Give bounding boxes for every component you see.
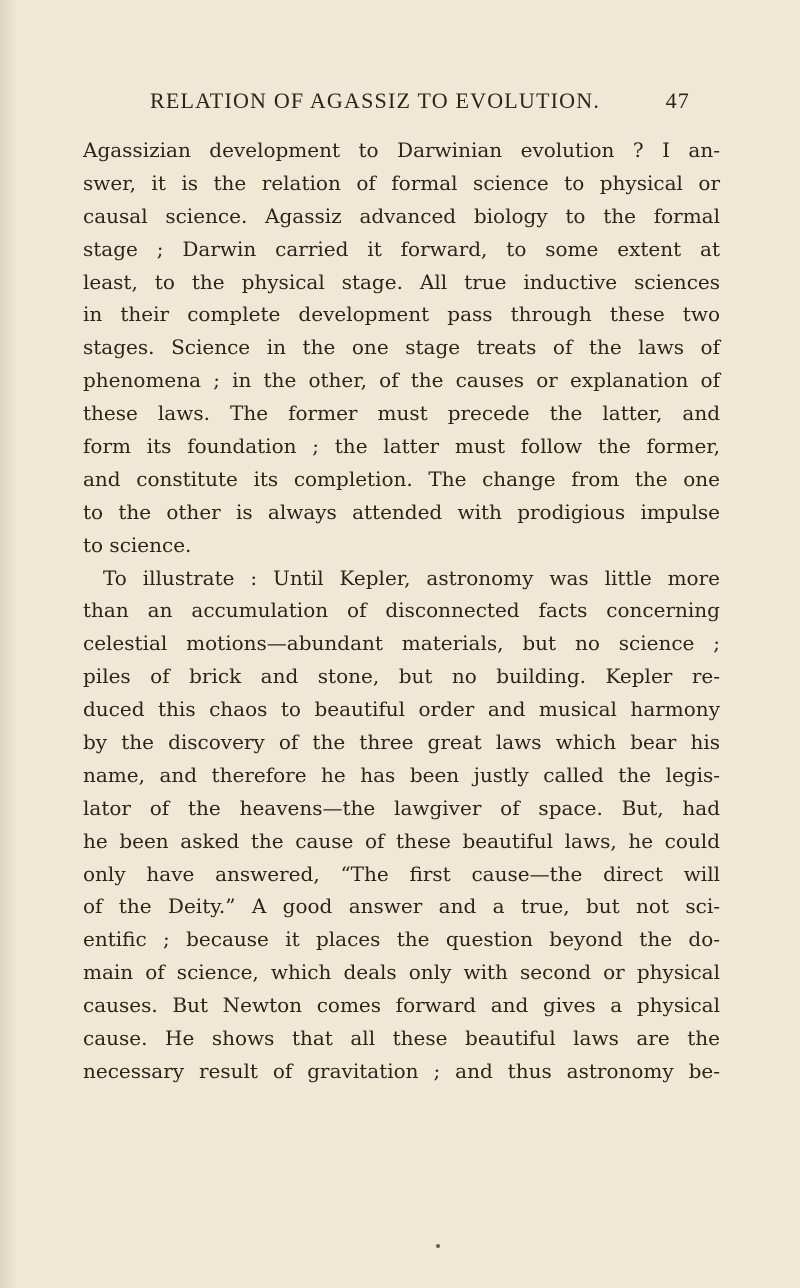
text-line: he been asked the cause of these beautiful laws, he could	[83, 828, 720, 853]
text-line: cause. He shows that all these beautiful laws are the	[83, 1026, 720, 1051]
text-line: stages. Science in the one stage treats of the laws of	[83, 335, 720, 360]
text-line: to science.	[83, 532, 192, 557]
text-line: Agassizian development to Darwinian evolution ? I an-	[83, 138, 720, 162]
text-line: than an accumulation of disconnected facts concerning	[83, 598, 720, 623]
page-edge-shadow	[0, 0, 16, 1288]
text-line: necessary result of gravitation ; and thus astronomy be-	[83, 1058, 720, 1083]
text-line: causal science. Agassiz advanced biology to the formal	[83, 203, 720, 228]
body-text	[83, 134, 720, 1088]
text-line: main of science, which deals only with second or physical	[83, 960, 720, 985]
running-head	[150, 88, 690, 122]
page-number: 47	[665, 88, 690, 113]
text-line: least, to the physical stage. All true inductive sciences	[83, 269, 720, 294]
text-line: phenomena ; in the other, of the causes or explanation of	[83, 368, 720, 393]
text-line: swer, it is the relation of formal science to physical or	[83, 170, 720, 195]
text-line: stage ; Darwin carried it forward, to some extent at	[83, 236, 720, 261]
text-line: causes. But Newton comes forward and gives a physical	[83, 993, 720, 1018]
print-speck	[436, 1244, 440, 1248]
text-line: by the discovery of the three great laws which bear his	[83, 730, 720, 755]
text-line: name, and therefore he has been justly called the legis-	[83, 762, 720, 787]
text-line: To illustrate : Until Kepler, astronomy was little more	[103, 565, 720, 590]
running-head-title: RELATION OF AGASSIZ TO EVOLUTION.	[150, 88, 601, 113]
text-line: celestial motions—abundant materials, but no science ;	[83, 631, 720, 656]
text-line: form its foundation ; the latter must follow the former,	[83, 434, 720, 459]
text-line: of the Deity.” A good answer and a true, but not sci-	[83, 894, 720, 919]
text-line: piles of brick and stone, but no building. Kepler re-	[83, 664, 720, 689]
text-line: duced this chaos to beautiful order and musical harmony	[83, 697, 720, 722]
text-line: entific ; because it places the question beyond the do-	[83, 927, 720, 952]
text-line: to the other is always attended with prodigious impulse	[83, 499, 720, 524]
text-line: only have answered, “The first cause—the direct will	[83, 861, 720, 886]
text-line: in their complete development pass through these two	[83, 302, 720, 327]
text-line: lator of the heavens—the lawgiver of space. But, had	[83, 795, 720, 820]
text-line: these laws. The former must precede the latter, and	[83, 401, 720, 426]
text-line: and constitute its completion. The change from the one	[83, 466, 720, 491]
